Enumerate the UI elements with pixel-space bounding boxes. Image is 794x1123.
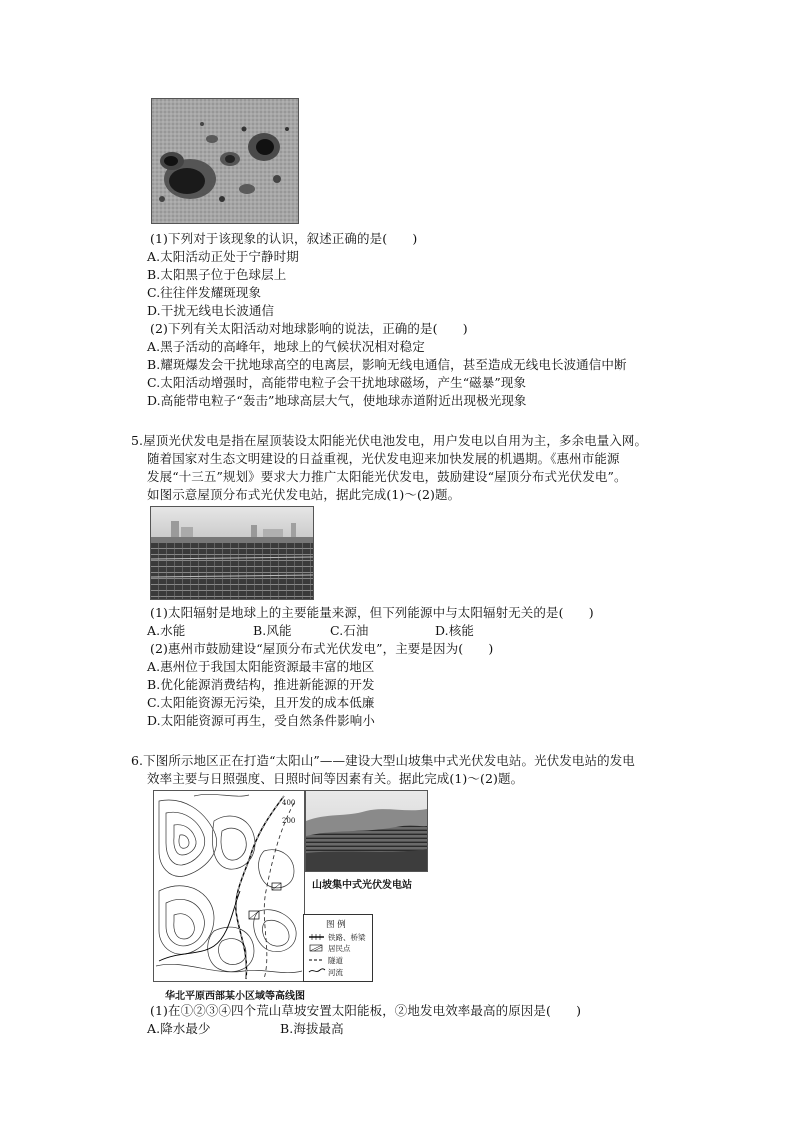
q5-part2-option-c: C.太阳能资源无污染，且开发的成本低廉: [147, 695, 375, 710]
contour-label-400: 400: [282, 799, 296, 807]
legend-item-settlement: 居民点: [328, 944, 351, 953]
contour-label-200: 200: [282, 817, 296, 825]
q5-part1-option-a: A.水能: [147, 623, 186, 638]
hillside-pv-photo: [305, 790, 428, 872]
q5-intro-line-2: 随着国家对生态文明建设的日益重视，光伏发电迎来加快发展的机遇期。《惠州市能源: [147, 451, 620, 466]
q5-part2-stem: (2)惠州市鼓励建设“屋顶分布式光伏发电”，主要是因为( ): [150, 641, 494, 656]
q4-part2-option-a: A.黑子活动的高峰年，地球上的气候状况相对稳定: [147, 339, 425, 354]
q5-part2-option-b: B.优化能源消费结构，推进新能源的开发: [147, 677, 375, 692]
map-legend: [303, 914, 373, 982]
rooftop-pv-photo: [150, 506, 314, 600]
q6-part1-stem: (1)在①②③④四个荒山草坡安置太阳能板，②地发电效率最高的原因是( ): [150, 1003, 582, 1018]
q4-part1-stem: (1)下列对于该现象的认识，叙述正确的是( ): [150, 231, 418, 246]
q4-part2-option-d: D.高能带电粒子“轰击”地球高层大气，使地球赤道附近出现极光现象: [147, 393, 527, 408]
legend-item-railway: 铁路、桥梁: [328, 933, 366, 942]
q5-part2-option-a: A.惠州位于我国太阳能资源最丰富的地区: [147, 659, 375, 674]
q6-intro-line-1: 6.下图所示地区正在打造“太阳山”——建设大型山坡集中式光伏发电站。光伏发电站的发电: [131, 753, 635, 768]
q4-part2-option-b: B.耀斑爆发会干扰地球高空的电离层，影响无线电通信，甚至造成无线电长波通信中断: [147, 357, 627, 372]
rooftop-pv-figure: [151, 507, 313, 599]
sunspot-image: [151, 98, 299, 224]
q5-part1-stem: (1)太阳辐射是地球上的主要能量来源，但下列能源中与太阳辐射无关的是( ): [150, 605, 594, 620]
legend-item-river: 河流: [328, 968, 343, 977]
q4-part1-option-a: A.太阳活动正处于宁静时期: [147, 249, 299, 264]
q6-part1-option-b: B.海拔最高: [280, 1021, 344, 1036]
q5-part1-option-d: D.核能: [435, 623, 474, 638]
q5-part2-option-d: D.太阳能资源可再生，受自然条件影响小: [147, 713, 375, 728]
q6-part1-option-a: A.降水最少: [147, 1021, 211, 1036]
q5-part1-option-b: B.风能: [253, 623, 292, 638]
photo-caption: 山坡集中式光伏发电站: [312, 880, 412, 891]
q4-part1-option-d: D.干扰无线电长波通信: [147, 303, 275, 318]
q4-part1-option-b: B.太阳黑子位于色球层上: [147, 267, 287, 282]
q5-intro-line-4: 如图示意屋顶分布式光伏发电站，据此完成(1)～(2)题。: [147, 487, 461, 502]
q5-intro-line-1: 5.屋顶光伏发电是指在屋顶装设太阳能光伏电池发电，用户发电以自用为主，多余电量入网。: [131, 433, 648, 448]
q5-intro-line-3: 发展“十三五”规划》要求大力推广太阳能光伏发电，鼓励建设“屋顶分布式光伏发电”。: [147, 469, 627, 484]
q5-part1-option-c: C.石油: [330, 623, 369, 638]
q4-part1-option-c: C.往往伴发耀斑现象: [147, 285, 262, 300]
map-caption: 华北平原西部某小区域等高线图: [165, 991, 305, 1002]
q6-intro-line-2: 效率主要与日照强度、日照时间等因素有关。据此完成(1)～(2)题。: [147, 771, 524, 786]
river-icon: [309, 969, 325, 972]
sunspot-figure: [152, 99, 298, 223]
legend-title: 图 例: [326, 920, 346, 930]
q4-part2-stem: (2)下列有关太阳活动对地球影响的说法，正确的是( ): [150, 321, 468, 336]
hillside-pv-figure: [306, 791, 427, 871]
q4-part2-option-c: C.太阳活动增强时，高能带电粒子会干扰地球磁场，产生“磁暴”现象: [147, 375, 527, 390]
contour-map: [153, 790, 305, 982]
legend-item-tunnel: 隧道: [328, 956, 343, 965]
